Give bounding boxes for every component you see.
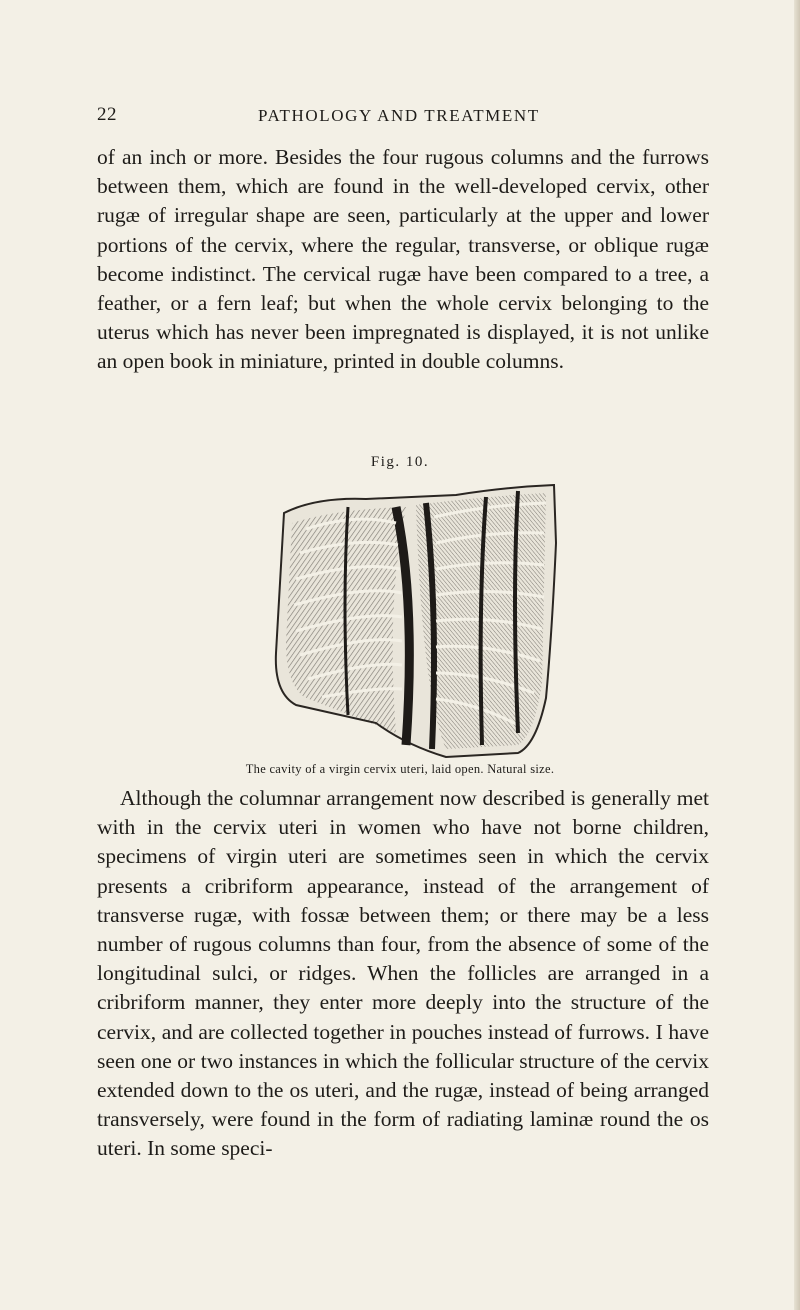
page-number: 22 [97, 104, 117, 125]
paragraph-1: of an inch or more. Besides the four rugous columns and the furrows between them, which are found in the well-developed cervix, other rugæ of irregular shape are seen, particularly at the upper and lower portions of the cervix, where the regular, transverse, or oblique rugæ become indistinct. The cervical rugæ have been compared to a tree, a feather, or a fern leaf; but when the whole cervix belonging to the uterus which has never been impregnated is displayed, it is not unlike an open book in miniature, printed in double columns. [97, 145, 709, 374]
page-edge-shadow [794, 0, 800, 1310]
figure-label: Fig. 10. [370, 454, 430, 470]
paragraph-2: Although the columnar arrangement now described is generally met with in the cervix uteri in women who have not borne children, specimens of virgin uteri are sometimes seen in which the cervix presents a cribriform appearance, instead of the arrangement of transverse rugæ, with fossæ between them; or there may be a less number of rugous columns than four, from the absence of some of the longitudinal sulci, or ridges. When the follicles are arranged in a cribriform manner, they enter more deeply into the structure of the cervix, and are collected together in pouches instead of furrows. I have seen one or two instances in which the follicular structure of the cervix extended down to the os uteri, and the rugæ, instead of being arranged transversely, were found in the form of radiating laminæ round the os uteri. In some speci- [97, 786, 709, 1161]
figure-caption: The cavity of a virgin cervix uteri, laid open. Natural size. [245, 762, 555, 776]
cervix-engraving-illustration [256, 483, 561, 758]
running-head: PATHOLOGY AND TREATMENT [258, 106, 540, 125]
